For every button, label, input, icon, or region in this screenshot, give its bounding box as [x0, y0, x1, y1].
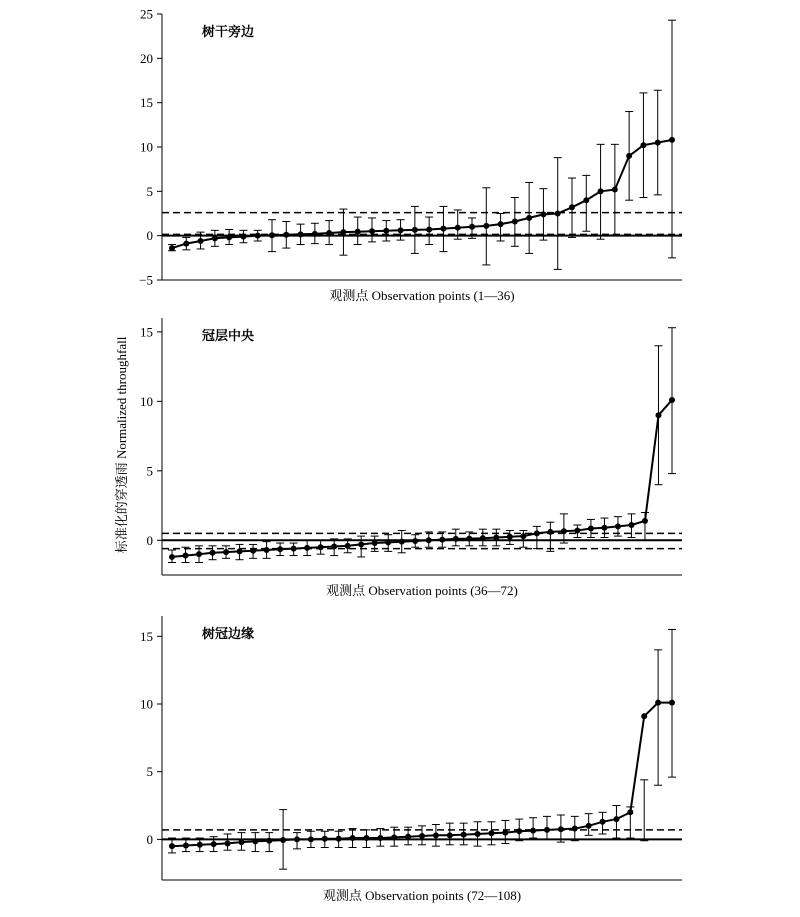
- data-point: [572, 826, 578, 832]
- data-point: [655, 412, 661, 418]
- data-point: [669, 700, 675, 706]
- data-point: [640, 142, 646, 148]
- data-point: [326, 230, 332, 236]
- x-axis-label: 观测点 Observation points (72—108): [322, 888, 522, 903]
- data-point: [588, 525, 594, 531]
- data-point: [211, 841, 217, 847]
- y-tick-label: −5: [139, 272, 153, 288]
- data-point: [412, 227, 418, 233]
- data-point: [298, 231, 304, 237]
- data-point: [483, 223, 489, 229]
- data-point: [426, 226, 432, 232]
- data-point: [433, 832, 439, 838]
- data-point: [255, 233, 261, 239]
- data-point: [383, 228, 389, 234]
- data-point: [225, 840, 231, 846]
- error-bar: [546, 522, 554, 551]
- data-point: [183, 842, 189, 848]
- data-point: [526, 215, 532, 221]
- data-point: [318, 544, 324, 550]
- data-point: [250, 548, 256, 554]
- data-point: [419, 833, 425, 839]
- data-point: [266, 838, 272, 844]
- panel-title: 树干旁边: [202, 25, 255, 40]
- y-tick-label: 0: [146, 831, 153, 847]
- data-point: [466, 536, 472, 542]
- data-point: [336, 836, 342, 842]
- data-point: [626, 153, 632, 159]
- data-point: [453, 536, 459, 542]
- data-point: [226, 234, 232, 240]
- error-bar: [640, 780, 648, 841]
- data-point: [569, 204, 575, 210]
- data-point: [210, 550, 216, 556]
- error-bar: [582, 175, 590, 231]
- panel-3: [140, 616, 682, 903]
- data-point: [628, 522, 634, 528]
- data-point: [345, 543, 351, 549]
- data-point: [291, 546, 297, 552]
- data-point: [322, 836, 328, 842]
- series-line: [172, 703, 672, 847]
- y-tick-label: 15: [140, 628, 153, 644]
- data-point: [355, 229, 361, 235]
- data-point: [669, 397, 675, 403]
- data-point: [601, 525, 607, 531]
- data-point: [169, 843, 175, 849]
- data-point: [196, 551, 202, 557]
- panel-title: 冠层中央: [202, 329, 255, 344]
- data-point: [520, 533, 526, 539]
- data-point: [558, 826, 564, 832]
- data-point: [398, 227, 404, 233]
- data-point: [516, 828, 522, 834]
- data-point: [447, 832, 453, 838]
- data-point: [412, 538, 418, 544]
- y-tick-label: 20: [140, 50, 153, 66]
- data-point: [212, 235, 218, 241]
- x-axis-label: 观测点 Observation points (36—72): [326, 583, 518, 598]
- panel-title: 树冠边缘: [202, 627, 255, 642]
- data-point: [294, 836, 300, 842]
- data-point: [264, 547, 270, 553]
- y-tick-label: 15: [140, 324, 153, 340]
- data-point: [237, 548, 243, 554]
- panel-2: [140, 318, 682, 598]
- series-line: [172, 140, 672, 248]
- data-point: [350, 835, 356, 841]
- data-point: [530, 828, 536, 834]
- data-point: [583, 197, 589, 203]
- data-point: [600, 819, 606, 825]
- y-tick-label: 10: [140, 139, 153, 155]
- y-tick-label: 10: [140, 393, 153, 409]
- data-point: [405, 834, 411, 840]
- data-point: [223, 549, 229, 555]
- data-point: [544, 827, 550, 833]
- data-point: [363, 835, 369, 841]
- data-point: [461, 832, 467, 838]
- data-point: [475, 831, 481, 837]
- data-point: [655, 700, 661, 706]
- data-point: [277, 546, 283, 552]
- data-point: [198, 238, 204, 244]
- y-tick-label: 15: [140, 95, 153, 111]
- data-point: [426, 537, 432, 543]
- data-point: [308, 836, 314, 842]
- data-point: [240, 234, 246, 240]
- data-point: [615, 523, 621, 529]
- data-point: [369, 228, 375, 234]
- panel-1: [139, 7, 682, 304]
- data-point: [238, 839, 244, 845]
- data-point: [540, 211, 546, 217]
- data-point: [372, 540, 378, 546]
- x-axis-label: 观测点 Observation points (1—36): [329, 288, 515, 303]
- data-point: [377, 835, 383, 841]
- data-point: [169, 245, 175, 251]
- data-point: [183, 553, 189, 559]
- data-point: [439, 537, 445, 543]
- y-tick-label: 0: [146, 228, 153, 244]
- data-point: [399, 539, 405, 545]
- data-point: [283, 232, 289, 238]
- data-point: [512, 218, 518, 224]
- data-point: [547, 529, 553, 535]
- data-point: [561, 528, 567, 534]
- data-point: [488, 830, 494, 836]
- data-point: [598, 188, 604, 194]
- data-point: [498, 221, 504, 227]
- y-tick-label: 10: [140, 696, 153, 712]
- data-point: [612, 187, 618, 193]
- data-point: [304, 545, 310, 551]
- data-point: [169, 554, 175, 560]
- data-point: [586, 823, 592, 829]
- data-point: [534, 530, 540, 536]
- y-tick-label: 5: [146, 183, 153, 199]
- data-point: [574, 528, 580, 534]
- data-point: [555, 211, 561, 217]
- data-point: [493, 534, 499, 540]
- y-tick-label: 25: [140, 6, 153, 22]
- data-point: [669, 137, 675, 143]
- data-point: [391, 834, 397, 840]
- data-point: [507, 534, 513, 540]
- data-point: [197, 842, 203, 848]
- y-tick-label: 5: [146, 764, 153, 780]
- data-point: [655, 140, 661, 146]
- data-point: [440, 226, 446, 232]
- data-point: [480, 535, 486, 541]
- y-axis-label: 标准化的穿透雨 Normalized throughfall: [114, 336, 129, 554]
- data-point: [183, 241, 189, 247]
- data-point: [331, 544, 337, 550]
- data-point: [469, 224, 475, 230]
- data-point: [455, 225, 461, 231]
- data-point: [312, 231, 318, 237]
- data-point: [269, 232, 275, 238]
- data-point: [340, 229, 346, 235]
- data-point: [502, 830, 508, 836]
- error-bar: [533, 526, 541, 548]
- data-point: [627, 809, 633, 815]
- data-point: [252, 838, 258, 844]
- data-point: [280, 837, 286, 843]
- error-bar: [497, 214, 505, 241]
- error-bar: [654, 650, 662, 785]
- y-tick-label: 5: [146, 463, 153, 479]
- data-point: [358, 541, 364, 547]
- data-point: [385, 539, 391, 545]
- data-point: [613, 816, 619, 822]
- y-tick-label: 0: [146, 532, 153, 548]
- data-point: [642, 518, 648, 524]
- data-point: [641, 713, 647, 719]
